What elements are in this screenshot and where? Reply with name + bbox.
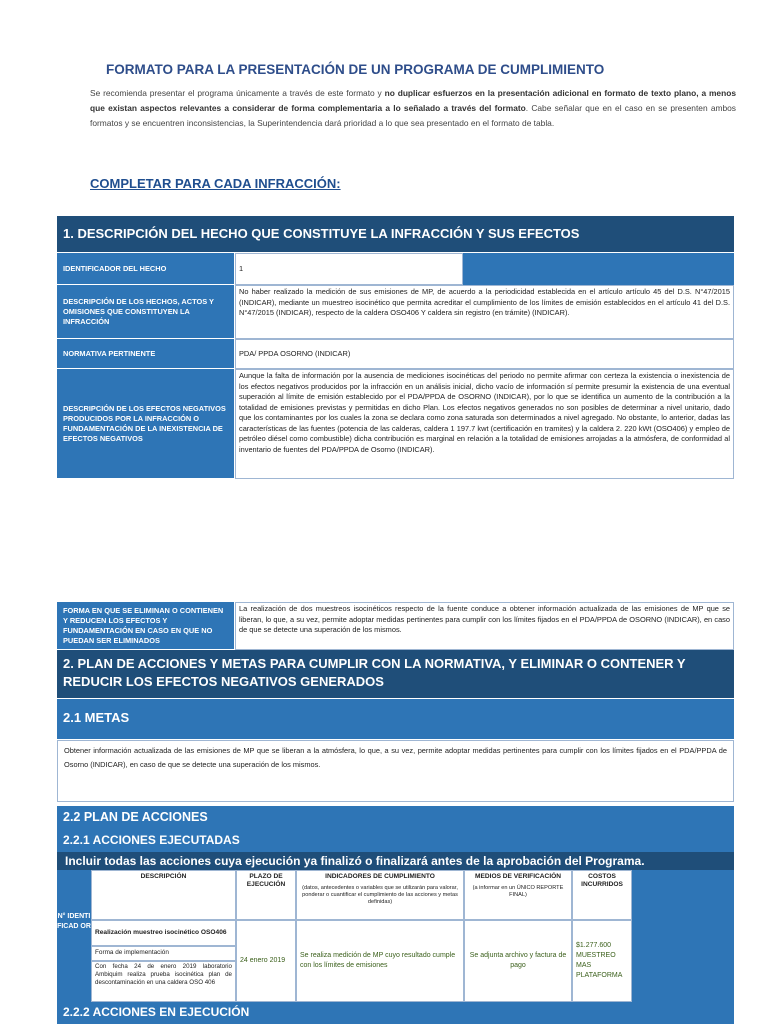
- col-desc-header: DESCRIPCIÓN: [91, 870, 236, 920]
- value-forma-eliminan: La realización de dos muestreos isocinéticos respecto de la fuente conduce a obtener información actualizada de las emisiones de MP que se liberan, lo que, a su vez, permite adoptar medidas pertinentes para cumplir con los límites fijados en el PDA/PPDA de OSORNO (INDICAR), en caso de que se detecte una superación de los mismos.: [235, 602, 734, 650]
- intro-text-1: Se recomienda presentar el programa únicamente a través de este formato y: [90, 88, 385, 98]
- executed-note: Incluir todas las acciones cuya ejecución ya finalizó o finalizará antes de la aprobación del Programa.: [57, 852, 734, 870]
- label-normativa: NORMATIVA PERTINENTE: [57, 339, 235, 369]
- costos-cell: $1.277.600 MUESTREO MAS PLATAFORMA: [572, 920, 632, 1002]
- forma-text-cell: Con fecha 24 de enero 2019 laboratorio Ambiquim realiza prueba isocinética plan de descontaminación en una caldera OSO 406: [91, 961, 236, 1002]
- section1-heading: 1. DESCRIPCIÓN DEL HECHO QUE CONSTITUYE LA INFRACCIÓN Y SUS EFECTOS: [57, 216, 734, 252]
- label-descripcion-hechos: DESCRIPCIÓN DE LOS HECHOS, ACTOS Y OMISIONES QUE CONSTITUYEN LA INFRACCIÓN: [57, 285, 235, 339]
- value-descripcion-hechos: No haber realizado la medición de sus emisiones de MP, de acuerdo a la periodicidad establecida en el artículo artículo 45 del D.S. N°47/2015 (INDICAR), mediante un muestreo isocinético que permita acreditar el cumplimiento de los límites de emisión establecidos en el artículo 41 del D.S. N°47/2015 (INDICAR), respecto de la caldera OSO406 Y caldera sin registro (en trámite) (INDICAR).: [235, 285, 734, 339]
- col-plazo-header: PLAZO DE EJECUCIÓN: [236, 870, 296, 920]
- desc-title-cell: Realización muestreo isocinético OSO406: [91, 920, 236, 946]
- col-indicadores-header: [296, 870, 464, 920]
- col-id-bg: [57, 870, 91, 1002]
- plan-heading: 2.2 PLAN DE ACCIONES: [57, 806, 734, 830]
- plazo-cell: 24 enero 2019: [236, 920, 296, 1002]
- intro-bold-text: no duplicar esfuerzos en la presentación adicional en formato de texto plano, a menos que existan aspectos relevantes a considerar de forma complementaria a lo señalado a través del formato: [90, 88, 736, 113]
- value-efectos-negativos: Aunque la falta de información por la ausencia de mediciones isocinéticas del periodo no permite afirmar con certeza la existencia o inexistencia de los efectos negativos producidos por la infracción en un análisis inicial, dicho vacío de información sí permite presumir la existencia de una eventual superación al límite de emisión establecido por el PDA/PPDA de OSORNO (INDICAR), por lo que se identifica un aumento de la contribución a la totalidad de emisiones previstas y permitidas en dicho Plan. Los efectos negativos generados no son posibles de determinar a nivel unitario, dado que los contaminantes por los cuales la zona se declara como zona saturada son determinados a nivel agregado. No obstante, lo anterior, dadas las características de las fuentes (potencia de las calderas, caldera 1 197.7 kwt (certificación en tramites) y la caldera 2. 220 kWt (OSO406) y empleo de petróleo diésel como combustible) dicha contribución es marginal en relación a la totalidad de emisiones arrojadas a la atmósfera, de conformidad al inventario de fuentes del PDA/PPDA de Osorno (INDICAR).: [235, 369, 734, 479]
- side-blank-cell: [632, 870, 734, 1002]
- col-medios-title: MEDIOS DE VERIFICACIÓN: [474, 873, 562, 880]
- metas-heading: 2.1 METAS: [57, 699, 734, 739]
- indicador-cell: Se realiza medición de MP cuyo resultado cumple con los límites de emisiones: [296, 920, 464, 1002]
- col-medios-note: (a informar en un ÚNICO REPORTE FINAL): [472, 885, 564, 898]
- col-indicadores-title: INDICADORES DE CUMPLIMIENTO: [325, 873, 435, 880]
- intro-paragraph: [90, 86, 736, 131]
- col-indicadores-note: (datos, antecedentes o variables que se utilizarán para valorar, ponderar o cuantificar el cumplimiento de las acciones y metas definidas): [302, 885, 458, 905]
- section2-heading: 2. PLAN DE ACCIONES Y METAS PARA CUMPLIR CON LA NORMATIVA, Y ELIMINAR O CONTENER Y REDUCIR LOS EFECTOS NEGATIVOS GENERADOS: [57, 650, 734, 698]
- label-efectos-negativos: DESCRIPCIÓN DE LOS EFECTOS NEGATIVOS PRODUCIDOS POR LA INFRACCIÓN O FUNDAMENTACIÓN DE LA INEXISTENCIA DE EFECTOS NEGATIVOS: [57, 369, 235, 479]
- value-identificador: 1: [235, 253, 463, 285]
- label-forma-eliminan: FORMA EN QUE SE ELIMINAN O CONTIENEN Y REDUCEN LOS EFECTOS Y FUNDAMENTACIÓN EN CASO EN QUE NO PUEDAN SER ELIMINADOS: [57, 602, 235, 650]
- label-identificador: IDENTIFICADOR DEL HECHO: [57, 253, 235, 285]
- col-costos-header: COSTOS INCURRIDOS: [572, 870, 632, 920]
- forma-label-cell: Forma de implementación: [91, 946, 236, 961]
- section-subtitle: COMPLETAR PARA CADA INFRACCIÓN:: [90, 176, 341, 191]
- col-medios-header: [464, 870, 572, 920]
- intro-text-2: . Cabe señalar que en el caso en se presenten ambos formatos y se encuentren inconsistencias, la Superintendencia dará prioridad a lo que sea presentado en el formato de tabla.: [90, 103, 736, 128]
- medios-cell: Se adjunta archivo y factura de pago: [464, 920, 572, 1002]
- page-title: FORMATO PARA LA PRESENTACIÓN DE UN PROGRAMA DE CUMPLIMIENTO: [106, 62, 605, 77]
- value-normativa: PDA/ PPDA OSORNO (INDICAR): [235, 339, 734, 369]
- executed-heading: 2.2.1 ACCIONES EJECUTADAS: [57, 830, 734, 852]
- in-progress-heading: 2.2.2 ACCIONES EN EJECUCIÓN: [57, 1002, 734, 1024]
- metas-text: Obtener información actualizada de las emisiones de MP que se liberan a la atmósfera, lo que, a su vez, permite adoptar medidas pertinentes para cumplir con los límites fijados en el PDA/PPDA de Osorno (INDICAR), en caso de que se detecte una superación de los mismos.: [57, 740, 734, 802]
- blank-cell: [463, 253, 734, 285]
- col-id-header: N° IDENTI FICAD OR: [57, 913, 91, 930]
